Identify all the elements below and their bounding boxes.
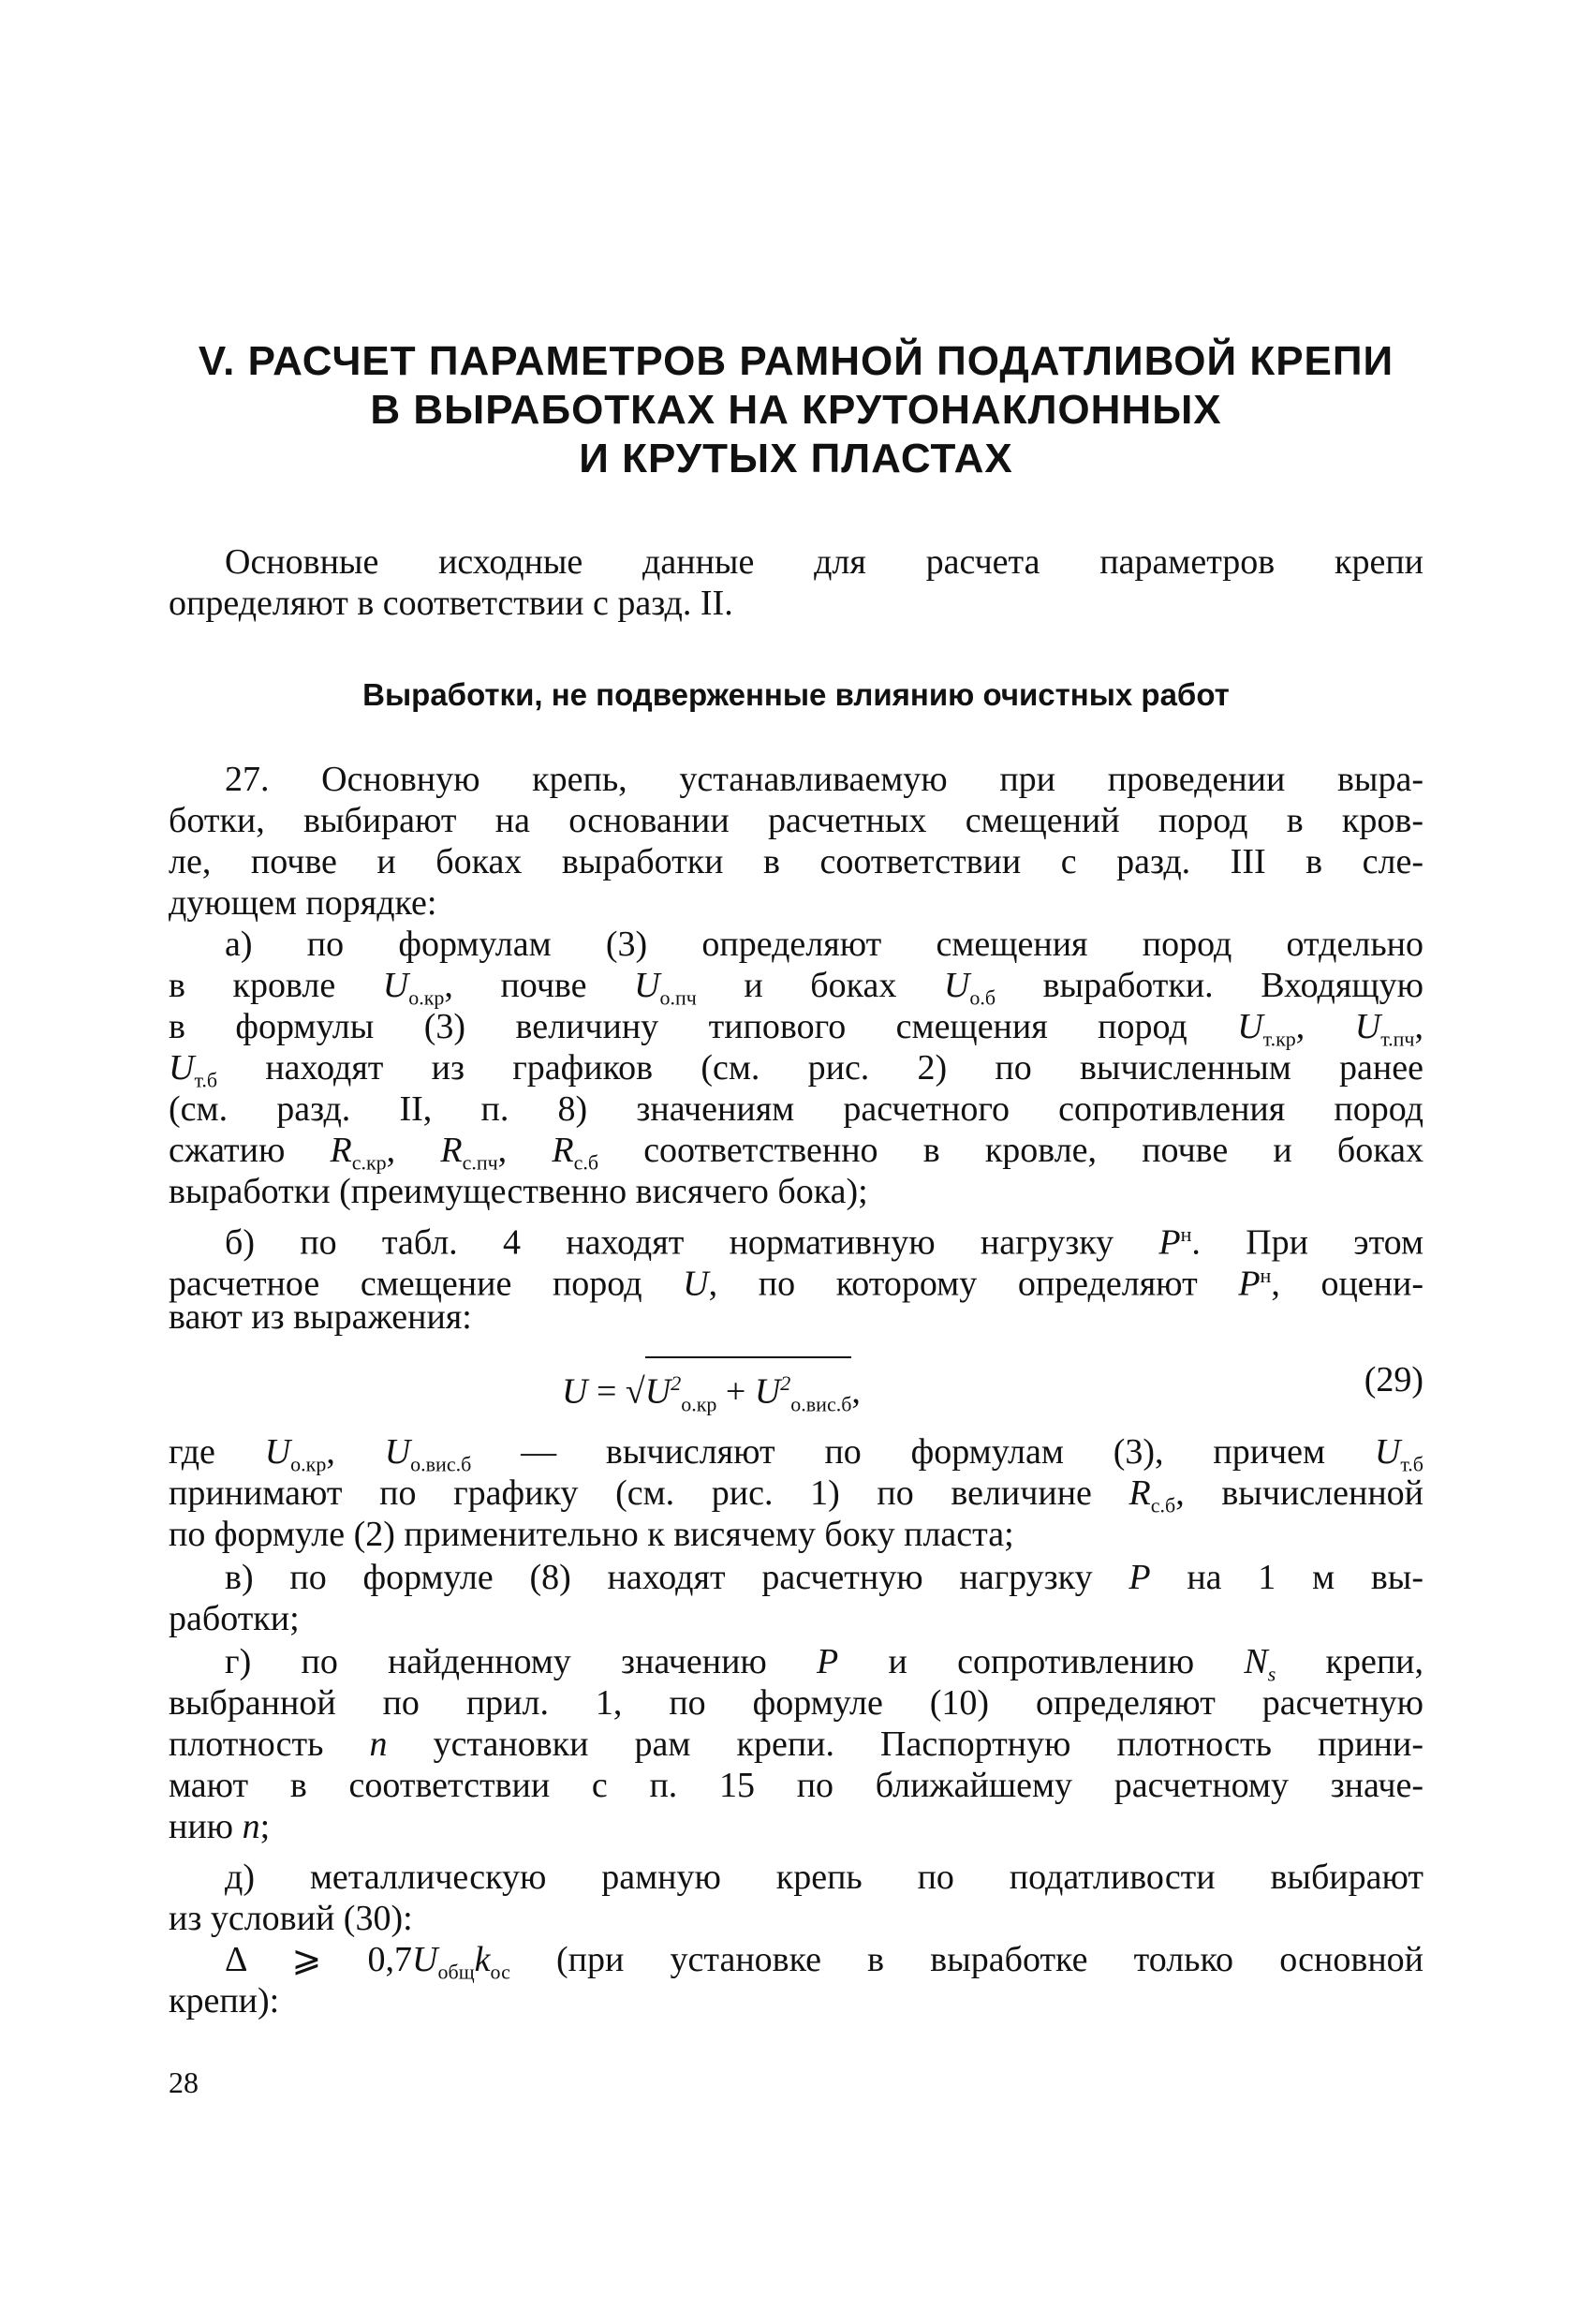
paragraph-g [169, 1641, 1423, 1847]
text-line: дующем порядке: [169, 883, 437, 923]
title-line-1: V. РАСЧЕТ ПАРАМЕТРОВ РАМНОЙ ПОДАТЛИВОЙ КРЕПИ [198, 338, 1394, 384]
formula-expression: $U = √U^2_{о.кр} + U^2_{о.вис.б}$, [562, 1356, 861, 1428]
text-line: крепи): [169, 1981, 280, 2021]
text-line: ле, почве и боках выработки в соответствии с разд. III в сле- [169, 842, 1423, 881]
paragraph-b [169, 1214, 1423, 1338]
text-line: нию n; [169, 1807, 271, 1846]
paragraph-27 [169, 759, 1423, 924]
text-line: $U_{т.б}$ находят из графиков (см. рис. 2) по вычисленным ранее [169, 1048, 1423, 1092]
text-line: по формуле (2) применительно к висячему боку пласта; [169, 1515, 1014, 1554]
title-line-2: В ВЫРАБОТКАХ НА КРУТОНАКЛОННЫХ [370, 387, 1222, 433]
text-line: расчетное смещение пород U, по которому определяют $P^н$, оцени- [169, 1264, 1423, 1304]
paragraph-where [169, 1431, 1423, 1555]
paragraph-a [169, 924, 1423, 1212]
text-line: г) по найденному значению P и сопротивлению $N_s$ крепи, [225, 1642, 1423, 1686]
text-line: а) по формулам (3) определяют смещения пород отдельно [225, 925, 1423, 964]
text-line: принимают по графику (см. рис. 1) по величине $R_{с.б}$, вычисленной [169, 1473, 1423, 1517]
text-line: работки; [169, 1599, 300, 1638]
intro-line: Основные исходные данные для расчета параметров крепи [225, 542, 1423, 582]
text-line: в) по формуле (8) находят расчетную нагрузку P на 1 м вы- [225, 1558, 1423, 1597]
text-line: выбранной по прил. 1, по формуле (10) определяют расчетную [169, 1683, 1423, 1723]
text-line: плотность n установки рам крепи. Паспортную плотность прини- [169, 1724, 1423, 1764]
paragraph-d [169, 1857, 1423, 2021]
text-line: вают из выражения: [169, 1297, 472, 1337]
title-line-3: И КРУТЫХ ПЛАСТАХ [579, 436, 1013, 481]
text-line: в формулы (3) величину типового смещения пород $U_{т.кр}$, $U_{т.пч}$, [169, 1007, 1424, 1051]
text-line: д) металлическую рамную крепь по податливости выбирают [225, 1858, 1423, 1897]
text-line: ботки, выбирают на основании расчетных смещений пород в кров- [169, 801, 1423, 840]
formula-29 [169, 1356, 1423, 1416]
text-line: (см. разд. II, п. 8) значениям расчетного сопротивления пород [169, 1089, 1423, 1129]
formula-number: (29) [1364, 1360, 1423, 1399]
text-line: 27. Основную крепь, устанавливаемую при проведении выра- [225, 760, 1423, 799]
text-line: в кровле $U_{о.кр}$, почве $U_{о.пч}$ и боках $U_{о.б}$ выработки. Входящую [169, 966, 1423, 1010]
text-line: выработки (преимущественно висячего бока); [169, 1172, 868, 1211]
text-line: сжатию $R_{с.кр}$, $R_{с.пч}$, $R_{с.б}$ соответственно в кровле, почве и боках [169, 1131, 1424, 1175]
page-number: 28 [169, 2065, 199, 2099]
text-line: из условий (30): [169, 1899, 413, 1938]
text-line: мают в соответствии с п. 15 по ближайшему расчетному значе- [169, 1766, 1423, 1805]
text-line: где $U_{о.кр}$, $U_{о.вис.б}$ — вычисляют по формулам (3), причем $U_{т.б}$ [169, 1432, 1423, 1476]
subheading: Выработки, не подверженные влиянию очистных работ [362, 677, 1230, 712]
intro-line: определяют в соответствии с разд. II. [169, 584, 733, 623]
text-line: б) по табл. 4 находят нормативную нагрузку $P^н$. При этом [225, 1222, 1423, 1263]
section-title [159, 337, 1433, 483]
text-line: Δ ⩾ $0,7U_{общ}k_{ос}$ (при установке в выработке только основной [225, 1940, 1423, 1984]
intro-paragraph [169, 541, 1423, 624]
paragraph-v [169, 1557, 1423, 1639]
